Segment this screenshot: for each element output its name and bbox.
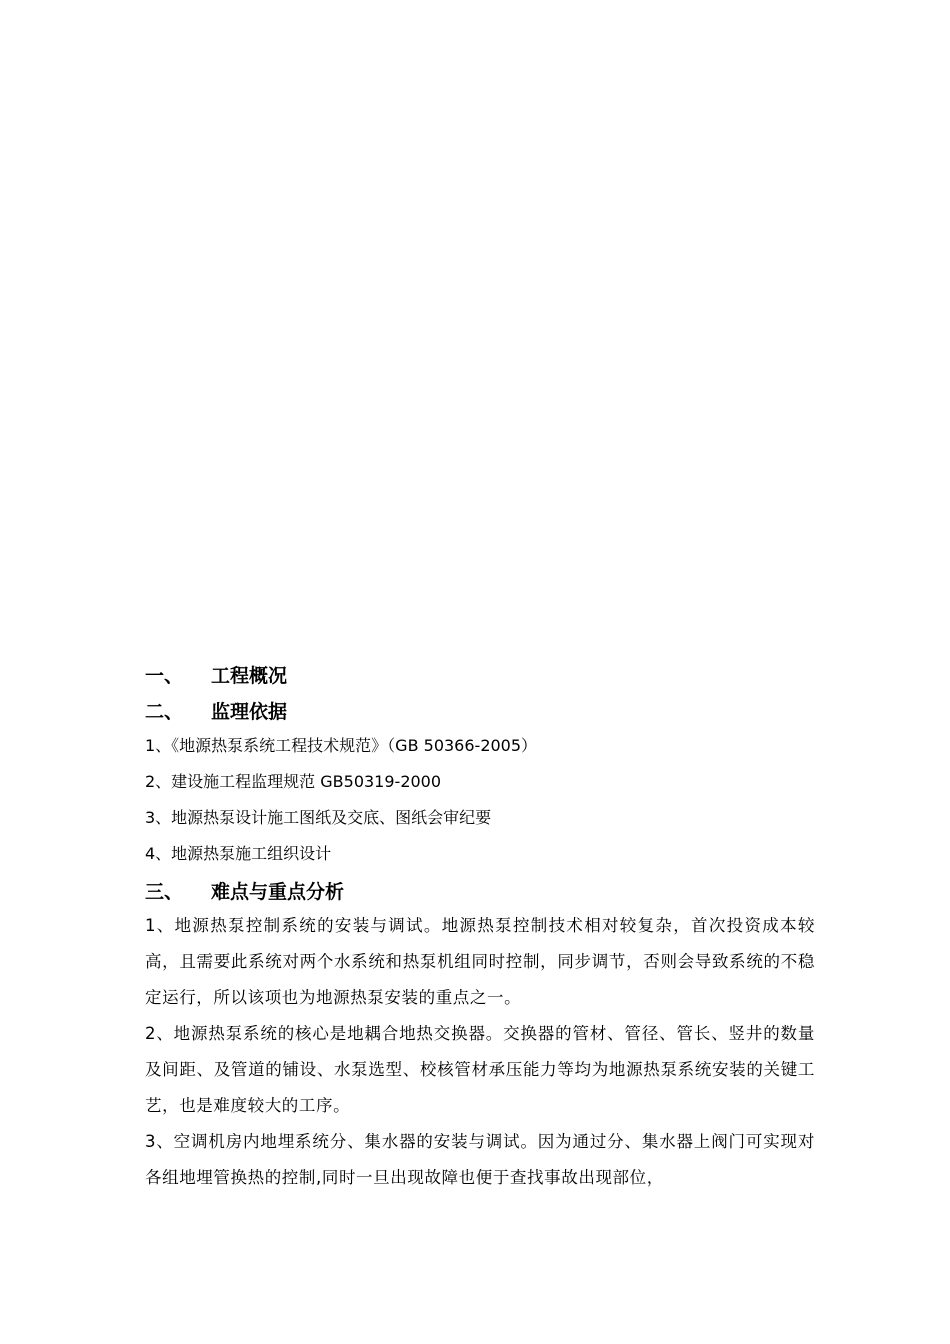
section-title: 工程概况: [211, 664, 288, 687]
section-title: 监理依据: [211, 700, 288, 723]
section-heading-supervision-basis: [145, 692, 815, 728]
basis-item-2: 2、建设施工程监理规范 GB50319-2000: [145, 772, 442, 791]
analysis-paragraph-2: 2、地源热泵系统的核心是地耦合地热交换器。交换器的管材、管径、管长、竖井的数量及间距、及管道的铺设、水泵选型、校核管材承压能力等均为地源热泵系统安装的关键工艺，也是难度较大的工序。: [145, 1024, 815, 1115]
document-body: [145, 656, 815, 1196]
section-number: 二、: [145, 700, 184, 723]
section-number: 三、: [145, 880, 184, 903]
section-heading-difficulty-analysis: [145, 872, 815, 908]
section-heading-project-overview: [145, 656, 815, 692]
basis-item-4: 4、地源热泵施工组织设计: [145, 844, 332, 863]
analysis-paragraph-3: 3、空调机房内地埋系统分、集水器的安装与调试。因为通过分、集水器上阀门可实现对各组地埋管换热的控制,同时一旦出现故障也便于查找事故出现部位，: [145, 1132, 815, 1187]
section-number: 一、: [145, 664, 184, 687]
basis-item-1: 1、《地源热泵系统工程技术规范》（GB 50366-2005）: [145, 736, 538, 755]
section-title: 难点与重点分析: [211, 880, 345, 903]
analysis-paragraph-1: 1、地源热泵控制系统的安装与调试。地源热泵控制技术相对较复杂，首次投资成本较高，且需要此系统对两个水系统和热泵机组同时控制，同步调节，否则会导致系统的不稳定运行，所以该项也为地源热泵安装的重点之一。: [145, 916, 815, 1007]
basis-item-3: 3、地源热泵设计施工图纸及交底、图纸会审纪要: [145, 808, 492, 827]
